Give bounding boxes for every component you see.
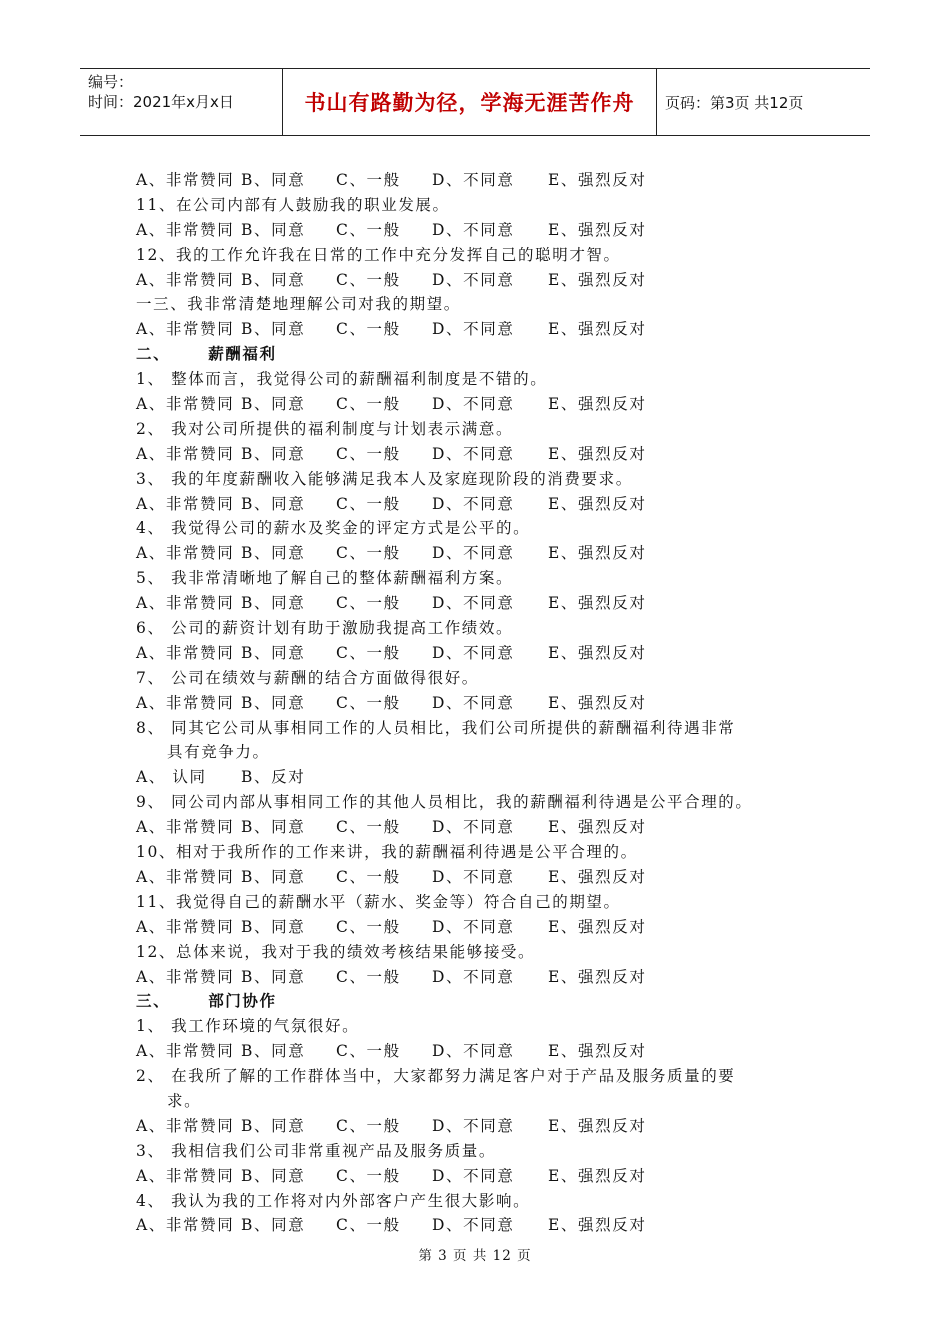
- section-number: 二、: [136, 345, 171, 364]
- option-d: D、不同意: [432, 220, 515, 239]
- option-c: C、一般: [336, 917, 401, 936]
- question-text: 6、 公司的薪资计划有助于激励我提高工作绩效。: [136, 619, 514, 638]
- option-e: E、强烈反对: [548, 171, 647, 189]
- questionnaire-body: [136, 168, 836, 1238]
- option-c: C、一般: [336, 818, 401, 837]
- answer-options: [136, 317, 836, 342]
- option-c: C、一般: [336, 1166, 401, 1185]
- option-a: A、非常赞同: [136, 1166, 235, 1185]
- option-b: B、同意: [241, 1216, 306, 1235]
- answer-options: [136, 541, 836, 566]
- option-a: A、非常赞同: [136, 444, 235, 463]
- question-text: 2、 在我所了解的工作群体当中，大家都努力满足客户对于产品及服务质量的要: [136, 1067, 736, 1086]
- option-c: C、一般: [336, 220, 401, 239]
- option-d: D、不同意: [432, 594, 515, 613]
- option-b: B、同意: [241, 220, 306, 239]
- question-text: 2、 我对公司所提供的福利制度与计划表示满意。: [136, 419, 514, 438]
- option-b: B、同意: [241, 494, 306, 513]
- option-d: D、不同意: [432, 867, 515, 886]
- question-text: 4、 我觉得公司的薪水及奖金的评定方式是公平的。: [136, 519, 531, 538]
- option-d: D、不同意: [432, 643, 515, 662]
- option-a: A、非常赞同: [136, 320, 235, 339]
- option-c: C、一般: [336, 594, 401, 613]
- option-d: D、不同意: [432, 395, 515, 414]
- option-b: B、同意: [241, 867, 306, 886]
- answer-options: [136, 1039, 836, 1064]
- option-e: E、强烈反对: [548, 1116, 647, 1135]
- answer-options: [136, 915, 836, 940]
- option-e: E、强烈反对: [548, 220, 647, 239]
- option-d: D、不同意: [432, 818, 515, 837]
- page-info: 页码：第3页 共12页: [665, 93, 804, 112]
- option-e: E、强烈反对: [548, 967, 647, 986]
- option-b: B、同意: [241, 1166, 306, 1185]
- question-text: 4、 我认为我的工作将对内外部客户产生很大影响。: [136, 1191, 531, 1210]
- answer-options: [136, 1164, 836, 1189]
- option-e: E、强烈反对: [548, 693, 647, 712]
- question-text: 3、 我的年度薪酬收入能够满足我本人及家庭现阶段的消费要求。: [136, 469, 633, 488]
- page-footer: 第 3 页 共 12 页: [418, 1248, 532, 1264]
- option-b: B、同意: [241, 1116, 306, 1135]
- answer-options: [136, 492, 836, 517]
- question-text: 5、 我非常清晰地了解自己的整体薪酬福利方案。: [136, 569, 514, 588]
- option-a: A、非常赞同: [136, 643, 235, 662]
- question-text: 8、 同其它公司从事相同工作的人员相比，我们公司所提供的薪酬福利待遇非常: [136, 718, 736, 737]
- answer-options: [136, 168, 836, 193]
- section-number: 三、: [136, 992, 171, 1011]
- question-text: 12、我的工作允许我在日常的工作中充分发挥自己的聪明才智。: [136, 245, 621, 264]
- option-c: C、一般: [336, 270, 401, 289]
- option-a: A、非常赞同: [136, 917, 235, 936]
- option-e: E、强烈反对: [548, 270, 647, 289]
- time-label: 时间：2021年x月x日: [88, 93, 234, 111]
- answer-options: [136, 442, 836, 467]
- option-a: A、非常赞同: [136, 693, 235, 712]
- option-b: B、同意: [241, 693, 306, 712]
- answer-options: [136, 965, 836, 990]
- option-d: D、不同意: [432, 544, 515, 563]
- option-e: E、强烈反对: [548, 594, 647, 613]
- question-text: 1、 我工作环境的气氛很好。: [136, 1017, 360, 1036]
- option-c: C、一般: [336, 643, 401, 662]
- answer-options: [136, 268, 836, 293]
- option-b: B、同意: [241, 320, 306, 339]
- answer-options: [136, 1213, 836, 1238]
- option-e: E、强烈反对: [548, 320, 647, 339]
- option-c: C、一般: [336, 1216, 401, 1235]
- option-d: D、不同意: [432, 693, 515, 712]
- option-c: C、一般: [336, 320, 401, 339]
- option-a: A、非常赞同: [136, 818, 235, 837]
- option-b: B、同意: [241, 395, 306, 414]
- option-e: E、强烈反对: [548, 1166, 647, 1185]
- option-b: B、同意: [241, 270, 306, 289]
- option-b: B、同意: [241, 444, 306, 463]
- option-a: A、非常赞同: [136, 594, 235, 613]
- option-d: D、不同意: [432, 171, 515, 189]
- option-d: D、不同意: [432, 1166, 515, 1185]
- option-d: D、不同意: [432, 1116, 515, 1135]
- option-b: B、同意: [241, 544, 306, 563]
- option-a: A、非常赞同: [136, 220, 235, 239]
- option-c: C、一般: [336, 967, 401, 986]
- option-a: A、非常赞同: [136, 270, 235, 289]
- question-text: 9、 同公司内部从事相同工作的其他人员相比，我的薪酬福利待遇是公平合理的。: [136, 793, 753, 812]
- question-text: 3、 我相信我们公司非常重视产品及服务质量。: [136, 1141, 496, 1160]
- answer-options: [136, 641, 836, 666]
- answer-options: [136, 865, 836, 890]
- option-d: D、不同意: [432, 270, 515, 289]
- option-e: E、强烈反对: [548, 494, 647, 513]
- answer-options: [136, 815, 836, 840]
- option-a: A、非常赞同: [136, 1216, 235, 1235]
- question-continuation: 具有竞争力。: [167, 743, 270, 762]
- option-e: E、强烈反对: [548, 1216, 647, 1235]
- option-d: D、不同意: [432, 1216, 515, 1235]
- option-a: A、非常赞同: [136, 544, 235, 563]
- option-e: E、强烈反对: [548, 395, 647, 414]
- option-c: C、一般: [336, 494, 401, 513]
- option-e: E、强烈反对: [548, 1042, 647, 1061]
- option-a: A、非常赞同: [136, 867, 235, 886]
- option-e: E、强烈反对: [548, 818, 647, 837]
- answer-options: [136, 218, 836, 243]
- option-b: B、同意: [241, 818, 306, 837]
- option-b: B、同意: [241, 1042, 306, 1061]
- question-text: 7、 公司在绩效与薪酬的结合方面做得很好。: [136, 668, 479, 687]
- option-d: D、不同意: [432, 320, 515, 339]
- option-a: A、非常赞同: [136, 1042, 235, 1061]
- question-text: 12、总体来说，我对于我的绩效考核结果能够接受。: [136, 942, 536, 961]
- option-no: B、反对: [241, 768, 306, 787]
- option-d: D、不同意: [432, 967, 515, 986]
- option-e: E、强烈反对: [548, 544, 647, 563]
- section-heading: [136, 989, 836, 1014]
- option-c: C、一般: [336, 444, 401, 463]
- option-d: D、不同意: [432, 917, 515, 936]
- option-c: C、一般: [336, 867, 401, 886]
- header-meta: [80, 69, 283, 135]
- section-title: 部门协作: [208, 992, 277, 1011]
- option-b: B、同意: [241, 967, 306, 986]
- option-d: D、不同意: [432, 1042, 515, 1061]
- question-text: 11、在公司内部有人鼓励我的职业发展。: [136, 195, 450, 214]
- option-a: A、非常赞同: [136, 1116, 235, 1135]
- option-c: C、一般: [336, 395, 401, 414]
- option-b: B、同意: [241, 643, 306, 662]
- section-heading: [136, 342, 836, 367]
- option-e: E、强烈反对: [548, 643, 647, 662]
- option-d: D、不同意: [432, 494, 515, 513]
- option-b: B、同意: [241, 594, 306, 613]
- answer-options: [136, 1114, 836, 1139]
- option-c: C、一般: [336, 693, 401, 712]
- header-page-info-cell: [657, 69, 870, 135]
- question-text: 11、我觉得自己的薪酬水平（薪水、奖金等）符合自己的期望。: [136, 892, 621, 911]
- option-e: E、强烈反对: [548, 917, 647, 936]
- section-title: 薪酬福利: [208, 345, 277, 364]
- question-text: 1、 整体而言，我觉得公司的薪酬福利制度是不错的。: [136, 370, 548, 389]
- option-e: E、强烈反对: [548, 444, 647, 463]
- option-c: C、一般: [336, 171, 401, 189]
- answer-options: [136, 392, 836, 417]
- page-header: [80, 68, 870, 136]
- option-a: A、非常赞同: [136, 494, 235, 513]
- option-yes: A、 认同: [136, 768, 207, 787]
- question-text: 一三、我非常清楚地理解公司对我的期望。: [136, 295, 461, 314]
- answer-options: [136, 591, 836, 616]
- option-a: A、非常赞同: [136, 171, 235, 189]
- option-c: C、一般: [336, 1042, 401, 1061]
- motto: 书山有路勤为径，学海无涯苦作舟: [304, 91, 635, 115]
- question-text: 10、相对于我所作的工作来讲，我的薪酬福利待遇是公平合理的。: [136, 843, 638, 862]
- option-a: A、非常赞同: [136, 967, 235, 986]
- header-motto-cell: [283, 69, 657, 135]
- option-c: C、一般: [336, 544, 401, 563]
- answer-options: [136, 691, 836, 716]
- option-b: B、同意: [241, 917, 306, 936]
- option-c: C、一般: [336, 1116, 401, 1135]
- option-a: A、非常赞同: [136, 395, 235, 414]
- option-e: E、强烈反对: [548, 867, 647, 886]
- option-b: B、同意: [241, 171, 306, 189]
- number-label: 编号：: [88, 73, 134, 91]
- option-d: D、不同意: [432, 444, 515, 463]
- answer-options: [136, 765, 836, 790]
- question-continuation: 求。: [167, 1091, 202, 1110]
